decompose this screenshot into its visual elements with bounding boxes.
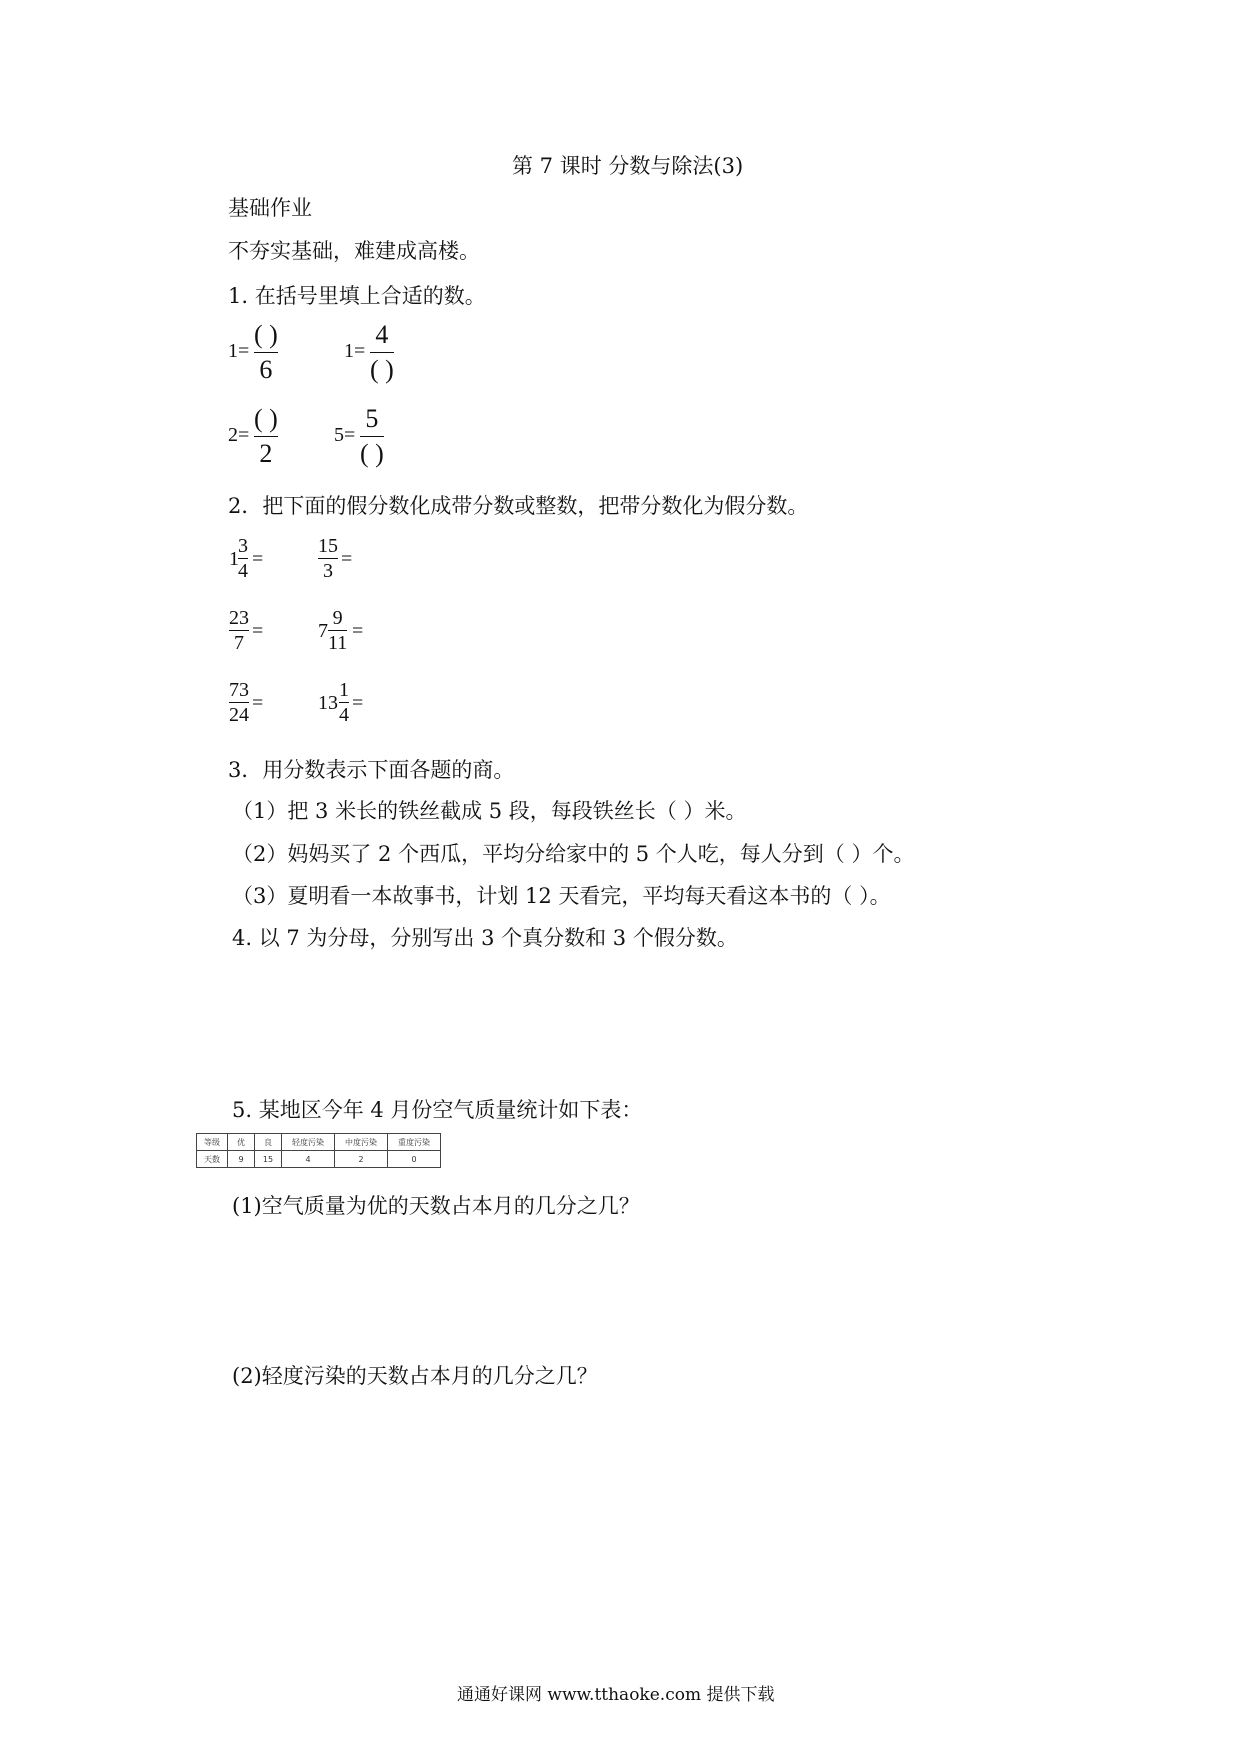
numerator: 1 <box>339 679 349 701</box>
q1-item2-prefix: 1= <box>344 340 366 362</box>
q4-prompt: 4. 以 7 为分母，分别写出 3 个真分数和 3 个假分数。 <box>232 926 738 950</box>
denominator: 7 <box>234 632 244 654</box>
q2-item6-equals: = <box>352 692 364 714</box>
q1-item3-fraction <box>254 406 278 467</box>
fraction-bar <box>229 702 249 703</box>
table-cell: 中度污染 <box>335 1134 388 1151</box>
q1-item3-prefix: 2= <box>228 424 250 446</box>
table-cell: 轻度污染 <box>282 1134 335 1151</box>
q3-item-3: （3）夏明看一本故事书，计划 12 天看完，平均每天看这本书的（ ）。 <box>232 884 891 908</box>
table-cell: 15 <box>255 1151 282 1168</box>
numerator: 9 <box>332 607 343 629</box>
q1-item4-prefix: 5= <box>334 424 356 446</box>
fraction-bar <box>254 436 278 437</box>
page-footer: 通通好课网 www.tthaoke.com 提供下载 <box>457 1685 775 1705</box>
table-cell: 天数 <box>197 1151 228 1168</box>
table-cell: 重度污染 <box>388 1134 441 1151</box>
fraction-bar <box>229 630 249 631</box>
table-cell: 良 <box>255 1134 282 1151</box>
q3-item-2: （2）妈妈买了 2 个西瓜，平均分给家中的 5 个人吃，每人分到（ ）个。 <box>232 842 915 866</box>
numerator: ( ) <box>254 404 278 433</box>
denominator: ( ) <box>360 439 384 468</box>
fraction-bar <box>339 702 349 703</box>
air-quality-table <box>196 1133 441 1168</box>
numerator: 5 <box>365 404 379 433</box>
q5-prompt: 5. 某地区今年 4 月份空气质量统计如下表： <box>232 1098 643 1122</box>
denominator: 24 <box>229 704 249 726</box>
q2-item6-whole: 13 <box>318 692 338 714</box>
q2-item5-fraction <box>229 680 249 725</box>
table-row <box>197 1151 441 1168</box>
q2-item5-equals: = <box>252 692 264 714</box>
q1-item1-fraction <box>254 322 278 383</box>
q2-item4-whole: 7 <box>318 620 328 642</box>
q2-item2-equals: = <box>341 548 353 570</box>
fraction-bar <box>370 352 394 353</box>
numerator: 73 <box>229 679 249 701</box>
q3-prompt: 3．用分数表示下面各题的商。 <box>228 758 515 782</box>
q5-sub-1: (1)空气质量为优的天数占本月的几分之几？ <box>232 1194 640 1218</box>
numerator: 15 <box>318 535 338 557</box>
denominator: 2 <box>259 439 273 468</box>
q5-sub-2: (2)轻度污染的天数占本月的几分之几？ <box>232 1364 598 1388</box>
q1-item4-fraction <box>360 406 384 467</box>
q1-item2-fraction <box>370 322 394 383</box>
fraction-bar <box>238 558 248 559</box>
q2-item1-equals: = <box>252 548 264 570</box>
section-heading: 基础作业 <box>228 196 312 220</box>
table-cell: 4 <box>282 1151 335 1168</box>
q2-item1-fraction <box>238 536 248 581</box>
fraction-bar <box>360 436 384 437</box>
numerator: 4 <box>375 320 389 349</box>
q2-item3-fraction <box>229 608 249 653</box>
q2-item3-equals: = <box>252 620 264 642</box>
denominator: 4 <box>238 560 248 582</box>
q2-prompt: 2．把下面的假分数化成带分数或整数，把带分数化为假分数。 <box>228 494 809 518</box>
q2-item4-fraction <box>328 608 347 653</box>
denominator: 3 <box>323 560 333 582</box>
table-cell: 9 <box>228 1151 255 1168</box>
q2-item6-fraction <box>339 680 349 725</box>
fraction-bar <box>254 352 278 353</box>
fraction-bar <box>318 558 338 559</box>
numerator: 3 <box>238 535 248 557</box>
denominator: 11 <box>328 632 348 654</box>
table-cell: 等级 <box>197 1134 228 1151</box>
denominator: ( ) <box>370 355 394 384</box>
numerator: 23 <box>229 607 249 629</box>
table-header-row <box>197 1134 441 1151</box>
page-title: 第 7 课时 分数与除法(3) <box>512 154 744 178</box>
denominator: 4 <box>339 704 349 726</box>
table-cell: 2 <box>335 1151 388 1168</box>
q1-item1-prefix: 1= <box>228 340 250 362</box>
q2-item4-equals: = <box>352 620 364 642</box>
numerator: ( ) <box>254 320 278 349</box>
q3-item-1: （1）把 3 米长的铁丝截成 5 段，每段铁丝长（ ）米。 <box>232 799 747 823</box>
motto: 不夯实基础，难建成高楼。 <box>228 239 480 263</box>
q1-prompt: 1. 在括号里填上合适的数。 <box>228 284 486 308</box>
table-cell: 优 <box>228 1134 255 1151</box>
table-cell: 0 <box>388 1151 441 1168</box>
fraction-bar <box>328 630 347 631</box>
q2-item2-fraction <box>318 536 338 581</box>
denominator: 6 <box>259 355 273 384</box>
q2-item1-whole: 1 <box>229 548 239 570</box>
